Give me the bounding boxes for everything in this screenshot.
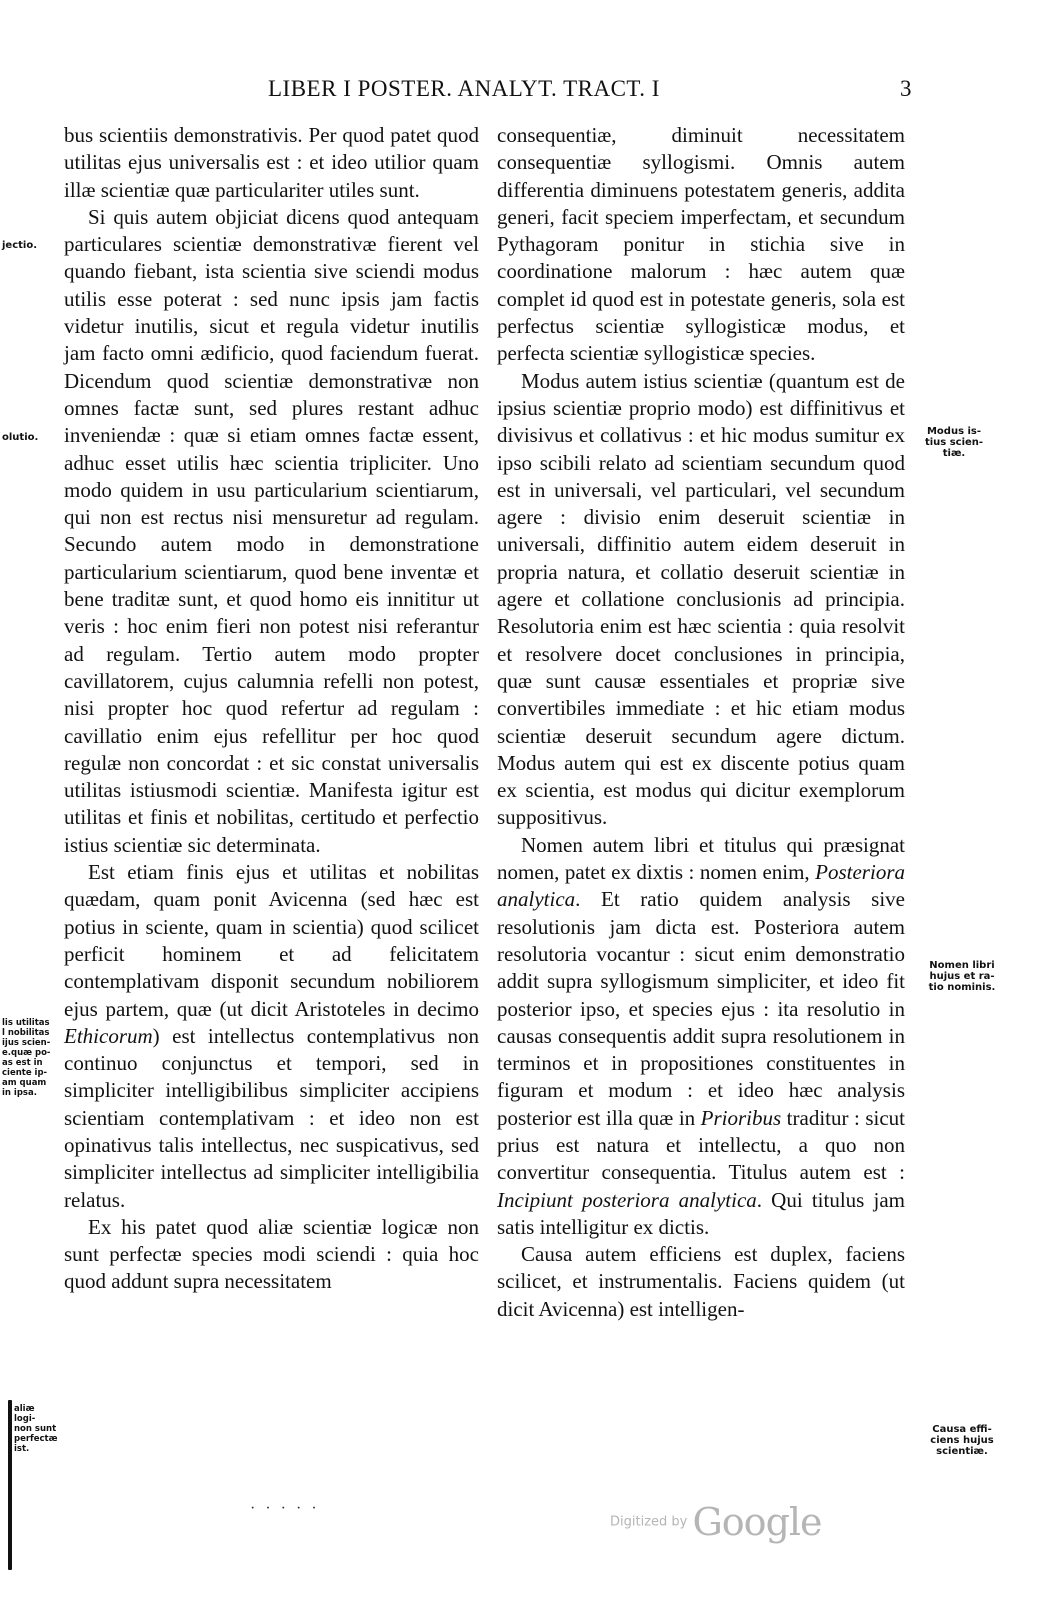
text-run: Nomen autem libri et titulus qui præsignat nomen, patet ex dixtis : nomen enim, (497, 832, 905, 885)
margin-note-finis: lis utilitas l nobilitas ijus scien- e.quæ po- as est in ciente ip- am quam in ipsa. (2, 1018, 51, 1098)
text-run: traditur : sicut prius est natura et intellectu, a quo non convertitur consequentia. Titulus autem est : (497, 1105, 905, 1185)
paragraph (64, 122, 479, 204)
paragraph (64, 1214, 479, 1296)
printer-mark: · · · · · (250, 1500, 320, 1517)
text-run: Ex his patet quod aliæ scientiæ logicæ non sunt perfectæ species modi sciendi : quia hoc quod addunt supra necessitatem (64, 1214, 479, 1294)
italic-title: Ethicorum (64, 1023, 153, 1048)
margin-note-modus: Modus is- tius scien- tiæ. (924, 426, 984, 459)
running-head: LIBER I POSTER. ANALYT. TRACT. I (268, 76, 660, 101)
text-run: . Qui titulus jam satis intelligitur ex dictis. (497, 1187, 905, 1239)
paragraph (64, 859, 479, 1214)
right-text-column (497, 122, 905, 1323)
italic-title: Prioribus (700, 1105, 782, 1130)
watermark-brand: Google (692, 1500, 822, 1544)
text-run: Si quis autem objiciat dicens quod antequam particulares scientiæ demonstrativæ fierent vel quando fiebant, ista scientia sive sciendi modus utilis esse poterat : sed nunc ipsis jam factis videtur inutilis, sicut et regula videtur inutilis jam facto omni ædificio, quod faciendum fuerat. Dicendum quod scientiæ demonstrativæ non omnes factæ sunt, sed plures restant adhuc inveniendæ : quæ si etiam omnes factæ essent, adhuc esset utilis hæc scientia tripliciter. Uno modo quidem in usu particularium scientiarum, qui non est rectus nisi mensuretur ad regulam. Secundo autem modo in demonstratione particularium scientiarum, quod bene inventæ et bene traditæ sunt, et quod homo eis innititur ut veris : hoc enim fieri non potest nisi referantur ad regulam. Tertio autem modo propter cavillatorem, cujus calumnia refelli non potest, nisi propter hoc quod refertur ad regulam : cavillatio enim ejus refellitur per hoc quod regulæ non concordat : et sic constat universalis utilitas istiusmodi scientiæ. Manifesta igitur est utilitas et finis et nobilitas, certitudo et perfectio istius scientiæ sic determinata. (64, 204, 479, 857)
text-run: Modus autem istius scientiæ (quantum est de ipsius scientiæ proprio modo) est diffinitivus et divisivus et collativus : et hic modus sumitur ex ipso scibili relato ad scientiam secundum quod est in universali, vel particulari, vel secundum agere : divisio enim deseruit scientiæ in universali, diffinitio autem eidem deseruit in propria natura, et collatio deseruit scientiæ in agere et collatione conclusionis ad principia. Resolutoria enim est hæc scientia : quia resolvit et resolvere docet conclusiones in principia, quæ sunt causæ essentiales et propriæ sive convertibiles immediate : et hic etiam modus scientiæ deseruit secundum agere dictum. Modus autem qui est ex discente potius quam ex scientia, est modus qui dicitur exemplorum suppositivus. (497, 368, 905, 830)
text-run: Est etiam finis ejus et utilitas et nobilitas quædam, quam ponit Avicenna (sed hæc est potius in sciente, quam in scientia) quod scilicet perficit hominem et ad felicitatem contemplativam disponit secundum nobiliorem ejus partem, quæ (ut dicit Aristoteles in decimo (64, 860, 479, 1021)
italic-title: Incipiunt posteriora analytica (497, 1187, 757, 1212)
watermark-prefix: Digitized by (610, 1514, 688, 1530)
margin-note-nomen: Nomen libri hujus et ra- tio nominis. (928, 960, 996, 993)
page-header (0, 76, 1049, 110)
margin-note-aliae: aliæ logi- non sunt perfectæ ist. (14, 1404, 58, 1454)
page-number: 3 (900, 76, 912, 101)
margin-note-solutio: olutio. (2, 432, 39, 443)
italic-title: Posteriora analytica (497, 860, 905, 912)
text-run: bus scientiis demonstrativis. Per quod patet quod utilitas ejus universalis est : et ideo utilior quam illæ scientiæ quæ particulariter utiles sunt. (64, 123, 479, 202)
text-run: Causa autem efficiens est duplex, faciens scilicet, et instrumentalis. Faciens quidem (ut dicit Avicenna) est intelligen- (497, 1242, 905, 1321)
text-run: . Et ratio quidem analysis sive resolutionis jam dicta est. Posteriora autem resolutoria vocantur : sicut enim demonstratio addit supra syllogismum simpliciter, et ideo fit posterior ipso, et species ejus : ita resolutio in causas consequentis addit supra resolutionem in terminos et in propositiones constituentes in figuram et modum : et ideo hæc analysis posterior est illa quæ in (497, 887, 905, 1130)
paragraph (497, 1241, 905, 1323)
paragraph (497, 832, 905, 1241)
paragraph (497, 368, 905, 832)
paragraph (64, 204, 479, 859)
left-text-column (64, 122, 479, 1296)
ink-smudge (8, 1400, 12, 1570)
digitized-watermark (610, 1500, 822, 1544)
text-run: consequentiæ, diminuit necessitatem consequentiæ syllogismi. Omnis autem differentia diminuens potestatem generis, addita generi, facit speciem imperfectam, et secundum Pythagoram ponitur in stichia sive in coordinatione malorum : hæc autem quæ complet id quod est in potestate generis, sola est perfectus scientiæ syllogisticæ modus, et perfecta scientiæ syllogisticæ species. (497, 123, 905, 366)
paragraph (497, 122, 905, 368)
margin-note-causa: Causa effi- ciens hujus scientiæ. (930, 1424, 994, 1457)
margin-note-objectio: jectio. (2, 240, 38, 251)
text-run: ) est intellectus contemplativus non continuo conjunctus et tempori, sed in simpliciter intelligibilibus simpliciter accipiens scientiam contemplativam : et ideo non est opinativus talis intellectus, nec suspicativus, sed simpliciter intellectus ad simpliciter intelligibilia relatus. (64, 1023, 479, 1212)
